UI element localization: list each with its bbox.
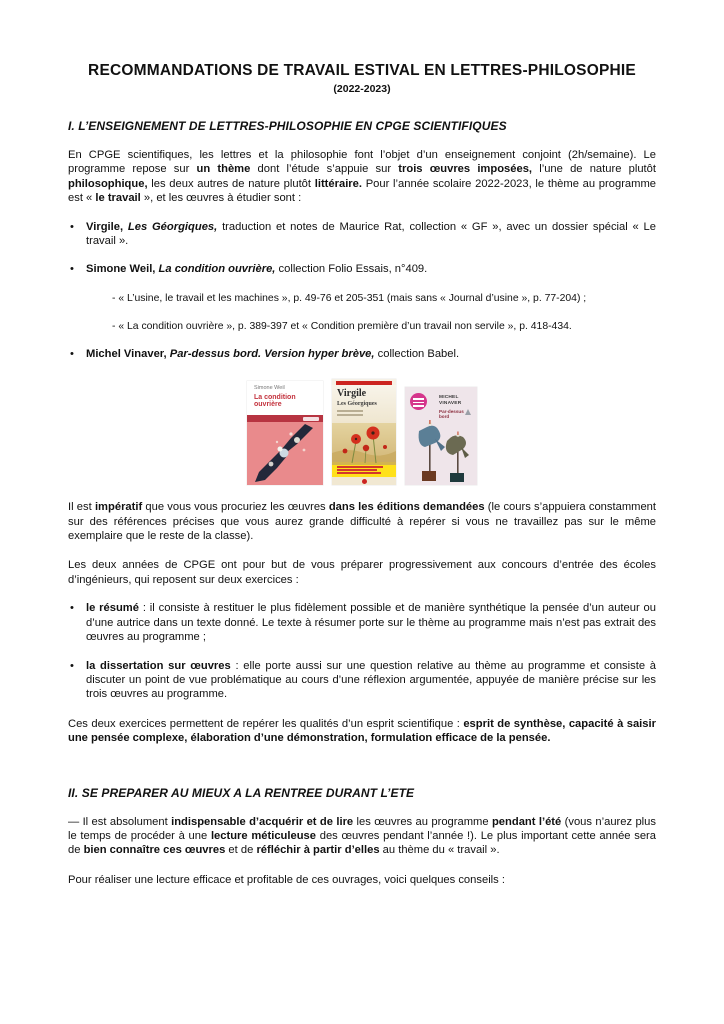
book-cover-la-condition-ouvriere bbox=[247, 381, 323, 485]
exercise-item-resume bbox=[68, 601, 656, 644]
cover-title: Les Géorgiques bbox=[337, 401, 377, 408]
document-title: RECOMMANDATIONS DE TRAVAIL ESTIVAL EN LETTRES-PHILOSOPHIE bbox=[88, 62, 636, 79]
folio-logo-icon bbox=[303, 417, 319, 421]
cover-header bbox=[332, 385, 396, 423]
paragraph-editions: Il est impératif que vous vous procuriez les œuvres dans les éditions demandées (le cours s’appuiera constamment sur des références précises que vous aurez grande difficulté à repérer si vous ne travaillez pas sur le même exemplaire que le reste de la classe). bbox=[68, 501, 657, 543]
cover-author: MICHEL VINAVER bbox=[439, 395, 462, 406]
intro-paragraph: En CPGE scientifiques, les lettres et la philosophie font l’objet d’un enseignement conjoint (2h/semaine). Le programme repose sur un thème dont l’étude s’appuie sur trois œuvres imposées, l’une de nature plutôt philosophique, les deux autres de nature plutôt littéraire. Pour l’année scolaire 2022-2023, le thème au programme est « le travail », et les œuvres à étudier sont : bbox=[68, 149, 656, 205]
work-item-text: Michel Vinaver, Par-dessus bord. Version hyper brève, collection Babel. bbox=[86, 347, 460, 360]
cover-subtext-lines bbox=[337, 410, 391, 416]
exercise-item-text: la dissertation sur œuvres : elle porte aussi sur une question relative au thème au programme et consiste à discuter un point de vue problématique au cours d’une réflexion argumentée, appuyée de manière précise sur les trois œuvres au programme. bbox=[86, 659, 657, 701]
cover-author: Virgile bbox=[337, 388, 367, 400]
poppy-field-art bbox=[332, 423, 396, 465]
folio-essais-band bbox=[247, 415, 323, 422]
works-list bbox=[68, 220, 656, 277]
bullet-icon: • bbox=[70, 263, 74, 276]
document-subtitle: (2022-2023) bbox=[333, 83, 391, 95]
bullet-icon: • bbox=[70, 602, 74, 615]
book-covers-row bbox=[68, 379, 656, 485]
gf-logo-icon bbox=[362, 479, 367, 484]
cover-title: Par-dessus bord bbox=[439, 409, 464, 420]
book-cover-les-georgiques bbox=[332, 379, 396, 485]
exercise-item-dissertation bbox=[68, 659, 656, 702]
work-item-text: Virgile, Les Géorgiques, traduction et notes de Maurice Rat, collection « GF », avec un dossier spécial « Le travail ». bbox=[86, 220, 656, 248]
work-item-text: Simone Weil, La condition ouvrière, collection Folio Essais, n°409. bbox=[86, 263, 428, 276]
weil-excerpt-2: - « La condition ouvrière », p. 389-397 et « Condition première d’un travail non servile », p. 418-434. bbox=[112, 320, 572, 332]
paragraph-cpge-goal: Les deux années de CPGE ont pour but de vous préparer progressivement aux concours d’entrée des écoles d’ingénieurs, qui reposent sur deux exercices : bbox=[68, 559, 656, 586]
paragraph-conseils-intro: Pour réaliser une lecture efficace et profitable de ces ouvrages, voici quelques conseils : bbox=[68, 873, 505, 886]
cover-header bbox=[247, 381, 323, 415]
bullet-icon: • bbox=[70, 347, 74, 360]
cover-footer bbox=[332, 477, 396, 485]
weil-excerpt-1: - « L’usine, le travail et les machines », p. 49-76 et 205-351 (mais sans « Journal d’usine », p. 77-204) ; bbox=[112, 292, 587, 304]
bullet-icon: • bbox=[70, 659, 74, 672]
cover-art-painting bbox=[247, 422, 323, 485]
section-2-heading: II. SE PREPARER AU MIEUX A LA RENTREE DURANT L’ETE bbox=[68, 785, 415, 800]
cover-art-poppy-field bbox=[332, 423, 396, 462]
cover-author: Simone Weil bbox=[254, 385, 285, 392]
book-cover-par-dessus-bord bbox=[405, 387, 477, 485]
section-1-heading: I. L’ENSEIGNEMENT DE LETTRES-PHILOSOPHIE EN CPGE SCIENTIFIQUES bbox=[68, 119, 507, 133]
paragraph-qualites: Ces deux exercices permettent de repérer les qualités d’un esprit scientifique : esprit de synthèse, capacité à saisir une pensée complexe, élaboration d’une démonstration, formulation efficace de la pensée. bbox=[68, 717, 656, 745]
bullet-icon: • bbox=[70, 220, 74, 233]
cover-title: La condition ouvrière bbox=[254, 393, 296, 409]
work-item-weil bbox=[68, 262, 656, 276]
works-list-continued bbox=[68, 347, 656, 361]
exercises-list bbox=[68, 601, 656, 701]
exercise-item-text: le résumé : il consiste à restituer le plus fidèlement possible et de manière synthétique la pensée d’un auteur ou d’une autrice dans un texte donné. Le texte à résumer porte sur le thème au programme mais n’est pas extrait des œuvres au programme ; bbox=[86, 602, 656, 644]
work-item-vinaver bbox=[68, 347, 656, 361]
paragraph-lire-ete: — Il est absolument indispensable d’acquérir et de lire les œuvres au programme pendant l’été (vous n’aurez plus le temps de procéder à une lecture méticuleuse des œuvres pendant l’année !). Le plus important cette année sera de bien connaître ces œuvres et de réfléchir à partir d’elles au thème du « travail ». bbox=[68, 815, 656, 857]
abstract-figure-art bbox=[247, 422, 323, 485]
work-item-virgile bbox=[68, 220, 656, 249]
